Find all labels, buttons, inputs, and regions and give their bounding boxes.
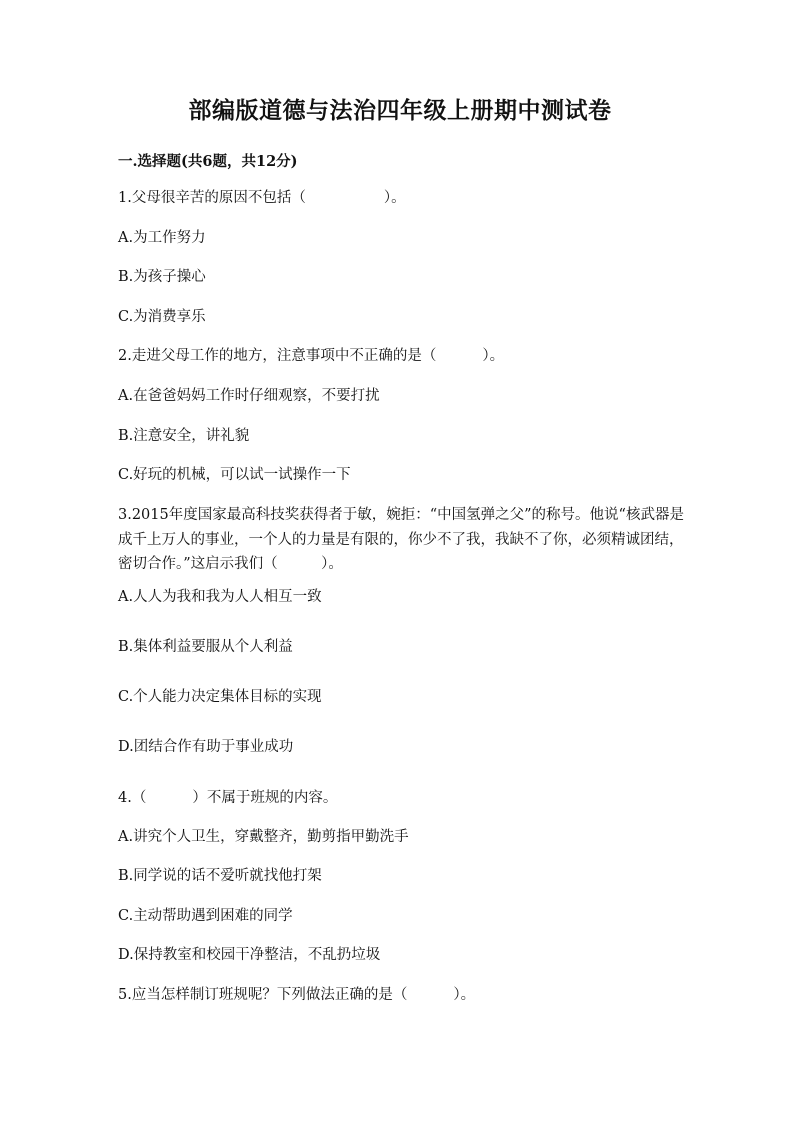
option: A.在爸爸妈妈工作时仔细观察，不要打扰 — [118, 388, 380, 404]
question-stem-text: ）。 — [482, 348, 505, 364]
question-stem-text: ）。 — [383, 190, 406, 206]
option: B.注意安全，讲礼貌 — [118, 428, 250, 444]
question-stem-text: 1.父母很辛苦的原因不包括（ — [118, 190, 306, 206]
option: D.团结合作有助于事业成功 — [118, 739, 294, 755]
option: B.同学说的话不爱听就找他打架 — [118, 868, 322, 884]
option: C.个人能力决定集体目标的实现 — [118, 689, 322, 705]
question-stem-text: ）。 — [453, 987, 476, 1003]
page-title: 部编版道德与法治四年级上册期中测试卷 — [188, 97, 612, 124]
question-3-stem: 3.2015年度国家最高科技奖获得者于敏，婉拒：“中国氢弹之父”的称号。他说“核武器是成千上万人的事业，一个人的力量是有限的，你少不了我，我缺不了你，必须精诚团结，密切合作。”这启示我们（ ）。 — [118, 507, 684, 572]
option: C.为消费享乐 — [118, 309, 206, 325]
question-stem-text: 4.（ — [118, 790, 147, 806]
option: B.集体利益要服从个人利益 — [118, 639, 293, 655]
question-1-stem — [118, 188, 406, 208]
option: D.保持教室和校园干净整洁，不乱扔垃圾 — [118, 947, 381, 963]
option: A.为工作努力 — [118, 230, 206, 246]
option: C.好玩的机械，可以试一试操作一下 — [118, 467, 351, 483]
question-stem-text: 2.走进父母工作的地方，注意事项中不正确的是（ — [118, 348, 437, 364]
option: A.讲究个人卫生，穿戴整齐，勤剪指甲勤洗手 — [118, 829, 409, 845]
question-stem-text: ）不属于班规的内容。 — [192, 790, 338, 806]
option: A.人人为我和我为人人相互一致 — [118, 589, 322, 605]
option: C.主动帮助遇到困难的同学 — [118, 908, 293, 924]
question-stem-text: 5.应当怎样制订班规呢？下列做法正确的是（ — [118, 987, 408, 1003]
section-header: 一.选择题(共6题，共12分) — [118, 153, 298, 170]
option: B.为孩子操心 — [118, 269, 206, 285]
question-4-stem — [118, 788, 337, 808]
question-5-stem — [118, 985, 475, 1005]
question-2-stem — [118, 346, 504, 366]
